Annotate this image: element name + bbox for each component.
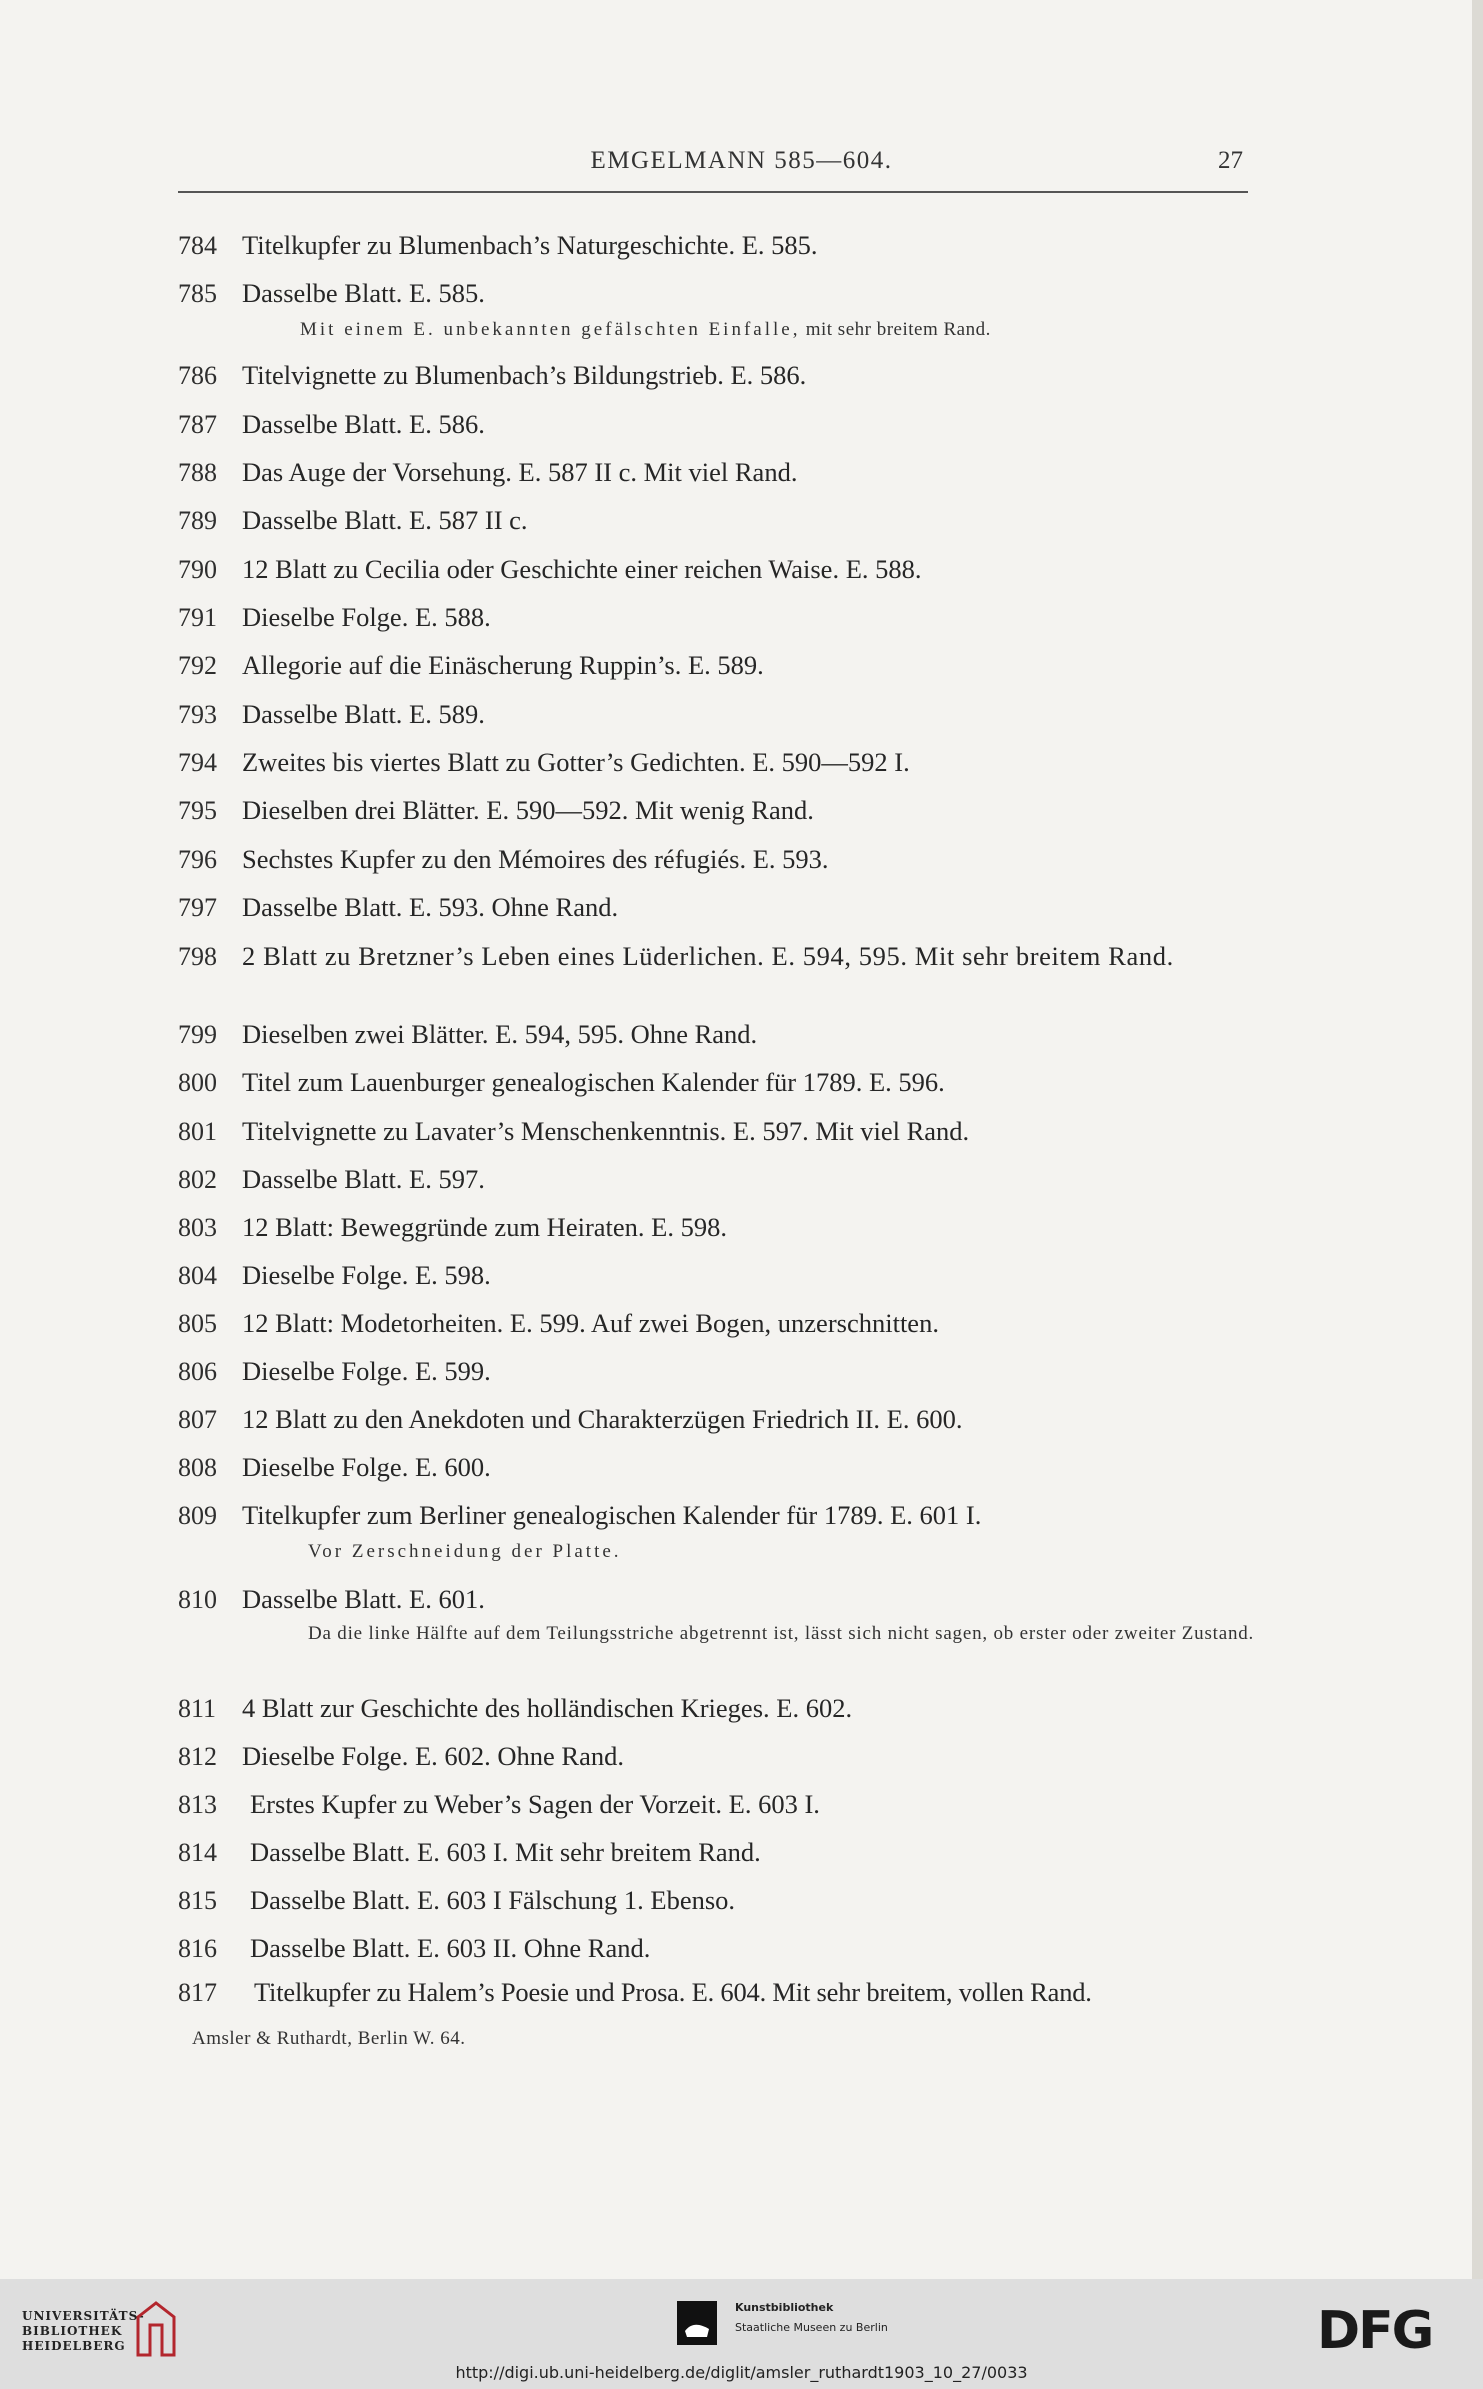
entry-number: 792 <box>178 651 217 680</box>
entry-number: 787 <box>178 410 217 439</box>
uni-line: UNIVERSITÄTS- <box>22 2309 145 2323</box>
entry-text: Dieselben drei Blätter. E. 590—592. Mit wenig Rand. <box>242 795 814 825</box>
entry-text: Titelkupfer zu Blumenbach’s Naturgeschichte. E. 585. <box>242 230 818 260</box>
entry-number: 815 <box>178 1886 217 1915</box>
entry-note: Vor Zerschneidung der Platte. <box>308 1541 622 1562</box>
entry-text: Dasselbe Blatt. E. 589. <box>242 699 485 729</box>
entry-number: 796 <box>178 845 217 874</box>
uni-line: HEIDELBERG <box>22 2339 126 2353</box>
entry-number: 806 <box>178 1357 217 1386</box>
entry-text: 4 Blatt zur Geschichte des holländischen Krieges. E. 602. <box>242 1693 853 1723</box>
entry-number: 788 <box>178 458 217 487</box>
entry-number: 803 <box>178 1213 217 1242</box>
entry-text: Titelvignette zu Blumenbach’s Bildungstrieb. E. 586. <box>242 360 807 390</box>
entry-number: 814 <box>178 1838 217 1867</box>
entry-number: 807 <box>178 1405 217 1434</box>
entry-number: 799 <box>178 1020 217 1049</box>
entry-number: 811 <box>178 1694 217 1723</box>
entry-number: 802 <box>178 1165 217 1194</box>
entry-note <box>300 317 1258 342</box>
entry-text: Dieselben zwei Blätter. E. 594, 595. Ohne Rand. <box>242 1019 758 1049</box>
entry-text: Titelkupfer zu Halem’s Poesie und Prosa. E. 604. Mit sehr breitem, vollen Rand. <box>254 1977 1092 2007</box>
running-header: EMGELMANN 585—604. <box>590 147 893 174</box>
entry-number: 791 <box>178 603 217 632</box>
university-library-logo-icon <box>132 2299 180 2359</box>
permalink-url[interactable]: http://digi.ub.uni-heidelberg.de/diglit/amsler_ruthardt1903_10_27/0033 <box>455 2363 1028 2382</box>
entry-number: 785 <box>178 279 217 308</box>
kunstbibliothek-subtitle: Staatliche Museen zu Berlin <box>735 2321 888 2334</box>
entry-number: 804 <box>178 1261 217 1290</box>
entry-note-spaced: Mit einem E. unbekannten gefälschten Einfalle, <box>300 319 801 340</box>
entry-number: 793 <box>178 700 217 729</box>
uni-line: BIBLIOTHEK <box>22 2324 123 2338</box>
entry-text: Das Auge der Vorsehung. E. 587 II c. Mit viel Rand. <box>242 457 798 487</box>
entry-text: Zweites bis viertes Blatt zu Gotter’s Gedichten. E. 590—592 I. <box>242 747 910 777</box>
printer-imprint: Amsler & Ruthardt, Berlin W. 64. <box>192 2028 466 2049</box>
entry-number: 809 <box>178 1501 217 1530</box>
entry-number: 789 <box>178 506 217 535</box>
entry-number: 801 <box>178 1117 217 1146</box>
entry-number: 798 <box>178 942 217 971</box>
entry-number: 797 <box>178 893 217 922</box>
entry-text: Dasselbe Blatt. E. 587 II c. <box>242 505 528 535</box>
entry-note: Da die linke Hälfte auf dem Teilungsstriche abgetrennt ist, lässt sich nicht sagen, ob erster oder zweiter Zustand. <box>308 1623 1255 1644</box>
entry-number: 786 <box>178 361 217 390</box>
entry-text: Titelkupfer zum Berliner genealogischen Kalender für 1789. E. 601 I. <box>242 1500 982 1530</box>
entry-text: Dasselbe Blatt. E. 597. <box>242 1164 485 1194</box>
entry-text: Erstes Kupfer zu Weber’s Sagen der Vorzeit. E. 603 I. <box>250 1789 820 1819</box>
entry-text: Dasselbe Blatt. E. 593. Ohne Rand. <box>242 892 619 922</box>
entry-text: Dasselbe Blatt. E. 603 I. Mit sehr breitem Rand. <box>250 1837 761 1867</box>
entry-text: 12 Blatt zu den Anekdoten und Charakterzügen Friedrich II. E. 600. <box>242 1404 963 1434</box>
dfg-logo: DFG <box>1317 2301 1433 2361</box>
entry-text: Dasselbe Blatt. E. 585. <box>242 278 485 308</box>
entry-text: Dieselbe Folge. E. 602. Ohne Rand. <box>242 1741 624 1771</box>
entry-text: 2 Blatt zu Bretzner’s Leben eines Lüderlichen. E. 594, 595. Mit sehr breitem Rand. <box>242 941 1174 971</box>
entry-text: Dasselbe Blatt. E. 603 II. Ohne Rand. <box>250 1933 651 1963</box>
entry-number: 808 <box>178 1453 217 1482</box>
entry-number: 800 <box>178 1068 217 1097</box>
entry-number: 784 <box>178 231 217 260</box>
entry-text: 12 Blatt: Modetorheiten. E. 599. Auf zwei Bogen, unzerschnitten. <box>242 1308 939 1338</box>
entry-text: Dieselbe Folge. E. 600. <box>242 1452 491 1482</box>
page-edge <box>1472 0 1483 2279</box>
entry-text: Dasselbe Blatt. E. 586. <box>242 409 485 439</box>
entry-text: Allegorie auf die Einäscherung Ruppin’s. E. 589. <box>242 650 764 680</box>
entry-number: 813 <box>178 1790 217 1819</box>
entry-text: Sechstes Kupfer zu den Mémoires des réfugiés. E. 593. <box>242 844 829 874</box>
entry-text: Dieselbe Folge. E. 588. <box>242 602 491 632</box>
entry-number: 816 <box>178 1934 217 1963</box>
entry-text: 12 Blatt zu Cecilia oder Geschichte einer reichen Waise. E. 588. <box>242 554 922 584</box>
university-library-name <box>22 2309 145 2354</box>
entry-number: 810 <box>178 1585 217 1614</box>
entry-text: Titel zum Lauenburger genealogischen Kalender für 1789. E. 596. <box>242 1067 945 1097</box>
entry-text: 12 Blatt: Beweggründe zum Heiraten. E. 598. <box>242 1212 727 1242</box>
kunstbibliothek-title: Kunstbibliothek <box>735 2301 834 2314</box>
entry-note-plain: mit sehr breitem Rand. <box>800 319 991 340</box>
entry-number: 790 <box>178 555 217 584</box>
entry-text: Dasselbe Blatt. E. 603 I Fälschung 1. Ebenso. <box>250 1885 736 1915</box>
header-rule <box>178 191 1248 193</box>
entry-number: 795 <box>178 796 217 825</box>
entry-text: Dasselbe Blatt. E. 601. <box>242 1584 485 1614</box>
entry-text: Dieselbe Folge. E. 599. <box>242 1356 491 1386</box>
entry-number: 817 <box>178 1978 217 2007</box>
digitization-footer <box>0 2279 1483 2389</box>
entry-text: Dieselbe Folge. E. 598. <box>242 1260 491 1290</box>
entry-number: 794 <box>178 748 217 777</box>
entry-text: Titelvignette zu Lavater’s Menschenkenntnis. E. 597. Mit viel Rand. <box>242 1116 970 1146</box>
kunstbibliothek-logo-icon <box>677 2301 717 2345</box>
entry-number: 812 <box>178 1742 217 1771</box>
page-number: 27 <box>1218 147 1243 174</box>
entry-number: 805 <box>178 1309 217 1338</box>
